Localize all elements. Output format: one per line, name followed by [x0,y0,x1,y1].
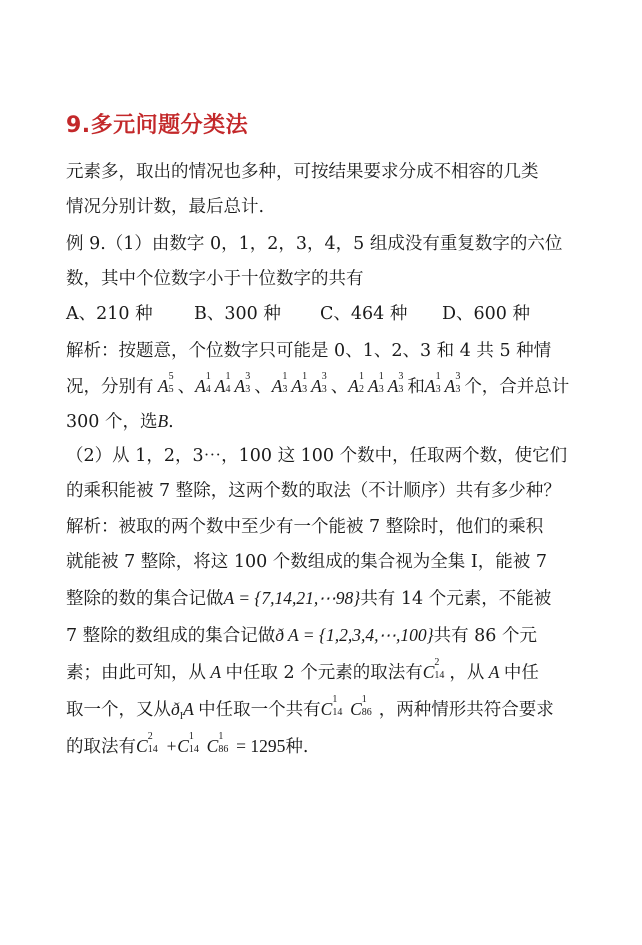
option-d: D、600 种 [442,304,530,324]
set-a-symbol: A [206,662,226,682]
solution-text: 300 个，选 [66,412,158,432]
complement-a-symbol: $ð_IA$ [171,699,199,722]
set-a-formula: A = {7,14,21,⋯98} [223,588,361,608]
final-result: = 1295 [236,736,286,756]
combination-c-14-2: C 2 14 [422,657,445,682]
example2-question-line-2: 的乘积能被 7 整除，这两个数的取法（不计顺序）共有多少种？ [66,481,561,501]
set-a-symbol: A [484,662,504,682]
solution-text: 取一个，又从 [66,700,171,720]
example2-solution-line-3 [66,586,551,611]
solution-text: 况，分别有 [66,377,154,397]
solution-text: 种. [285,737,309,757]
permutation-term-5: A 1 3 A 3 3 [424,371,461,396]
permutation-term-3: A 1 3 A 1 3 A 3 3 [271,371,327,396]
solution-text: 7 整除的数组成的集合记做 [66,626,276,646]
example2-solution-line-2: 就能被 7 整除，将这 100 个数组成的集合视为全集 I，能被 7 [66,552,547,572]
complement-set-formula: ð A = {1,2,3,4,⋯,100} [275,625,434,645]
example2-solution-line-6 [66,694,554,729]
permutation-term-2: A 1 4 A 1 4 A 3 3 [195,371,251,396]
answer-letter: B [157,411,169,431]
example1-solution-line-2: 况，分别有 A 5 5 、A 1 4 A 1 4 A 3 3 、A 1 3 A 1 3 A 3 3 、A 1 2 A 1 3 A 3 3 和A 1 3 A 3 3 个，合并总计 [66,371,570,397]
solution-text: 个，合并总计 [464,377,570,397]
solution-text: 素；由此可知，从 [66,663,206,683]
example2-solution-line-5 [66,657,539,685]
solution-text: . [168,412,174,432]
option-c: C、464 种 [320,304,408,324]
solution-text: 共有 14 个元素，不能被 [360,589,552,609]
solution-text: 的取法有 [66,737,136,757]
solution-text: 中任取一个共有 [198,700,321,720]
solution-text: 中任 [503,663,539,683]
solution-text: 整除的数的集合记做 [66,589,224,609]
solution-text: 中任取 2 个元素的取法有 [225,663,423,683]
permutation-term-1: A 5 5 [153,371,174,396]
combination-product: C 1 14 C 1 86 [320,694,372,719]
permutation-term-4: A 1 2 A 1 3 A 3 3 [348,371,404,396]
intro-line-2: 情况分别计数，最后总计. [66,197,265,217]
example1-solution-line-3 [66,409,174,434]
solution-text: ，从 [449,663,485,683]
example2-solution-line-7 [66,731,309,759]
example2-solution-line-1: 解析：被取的两个数中至少有一个能被 7 整除时，他们的乘积 [66,517,544,537]
solution-text: ，两种情形共符合要求 [378,700,554,720]
solution-text: 共有 86 个元 [433,626,537,646]
example1-question-line-1: 例 9.（1）由数字 0，1，2，3，4，5 组成没有重复数字的六位 [66,234,563,254]
solution-text: 和 [407,377,425,397]
example2-question-line-1: （2）从 1，2，3⋯，100 这 100 个数中，任取两个数，使它们 [66,446,568,466]
example2-solution-line-4 [66,623,537,648]
option-a: A、210 种 [66,304,153,324]
intro-line-1: 元素多，取出的情况也多种，可按结果要求分成不相容的几类 [66,162,539,182]
answer-options [66,302,530,326]
final-sum-formula: C 2 14 +C 1 14 C 1 86 [136,731,229,756]
option-b: B、300 种 [194,304,281,324]
example1-question-line-2: 数，其中个位数字小于十位数字的共有 [66,269,364,289]
example1-solution-line-1: 解析：按题意，个位数字只可能是 0、1、2、3 和 4 共 5 种情 [66,341,552,361]
section-heading: 9.多元问题分类法 [66,113,249,138]
